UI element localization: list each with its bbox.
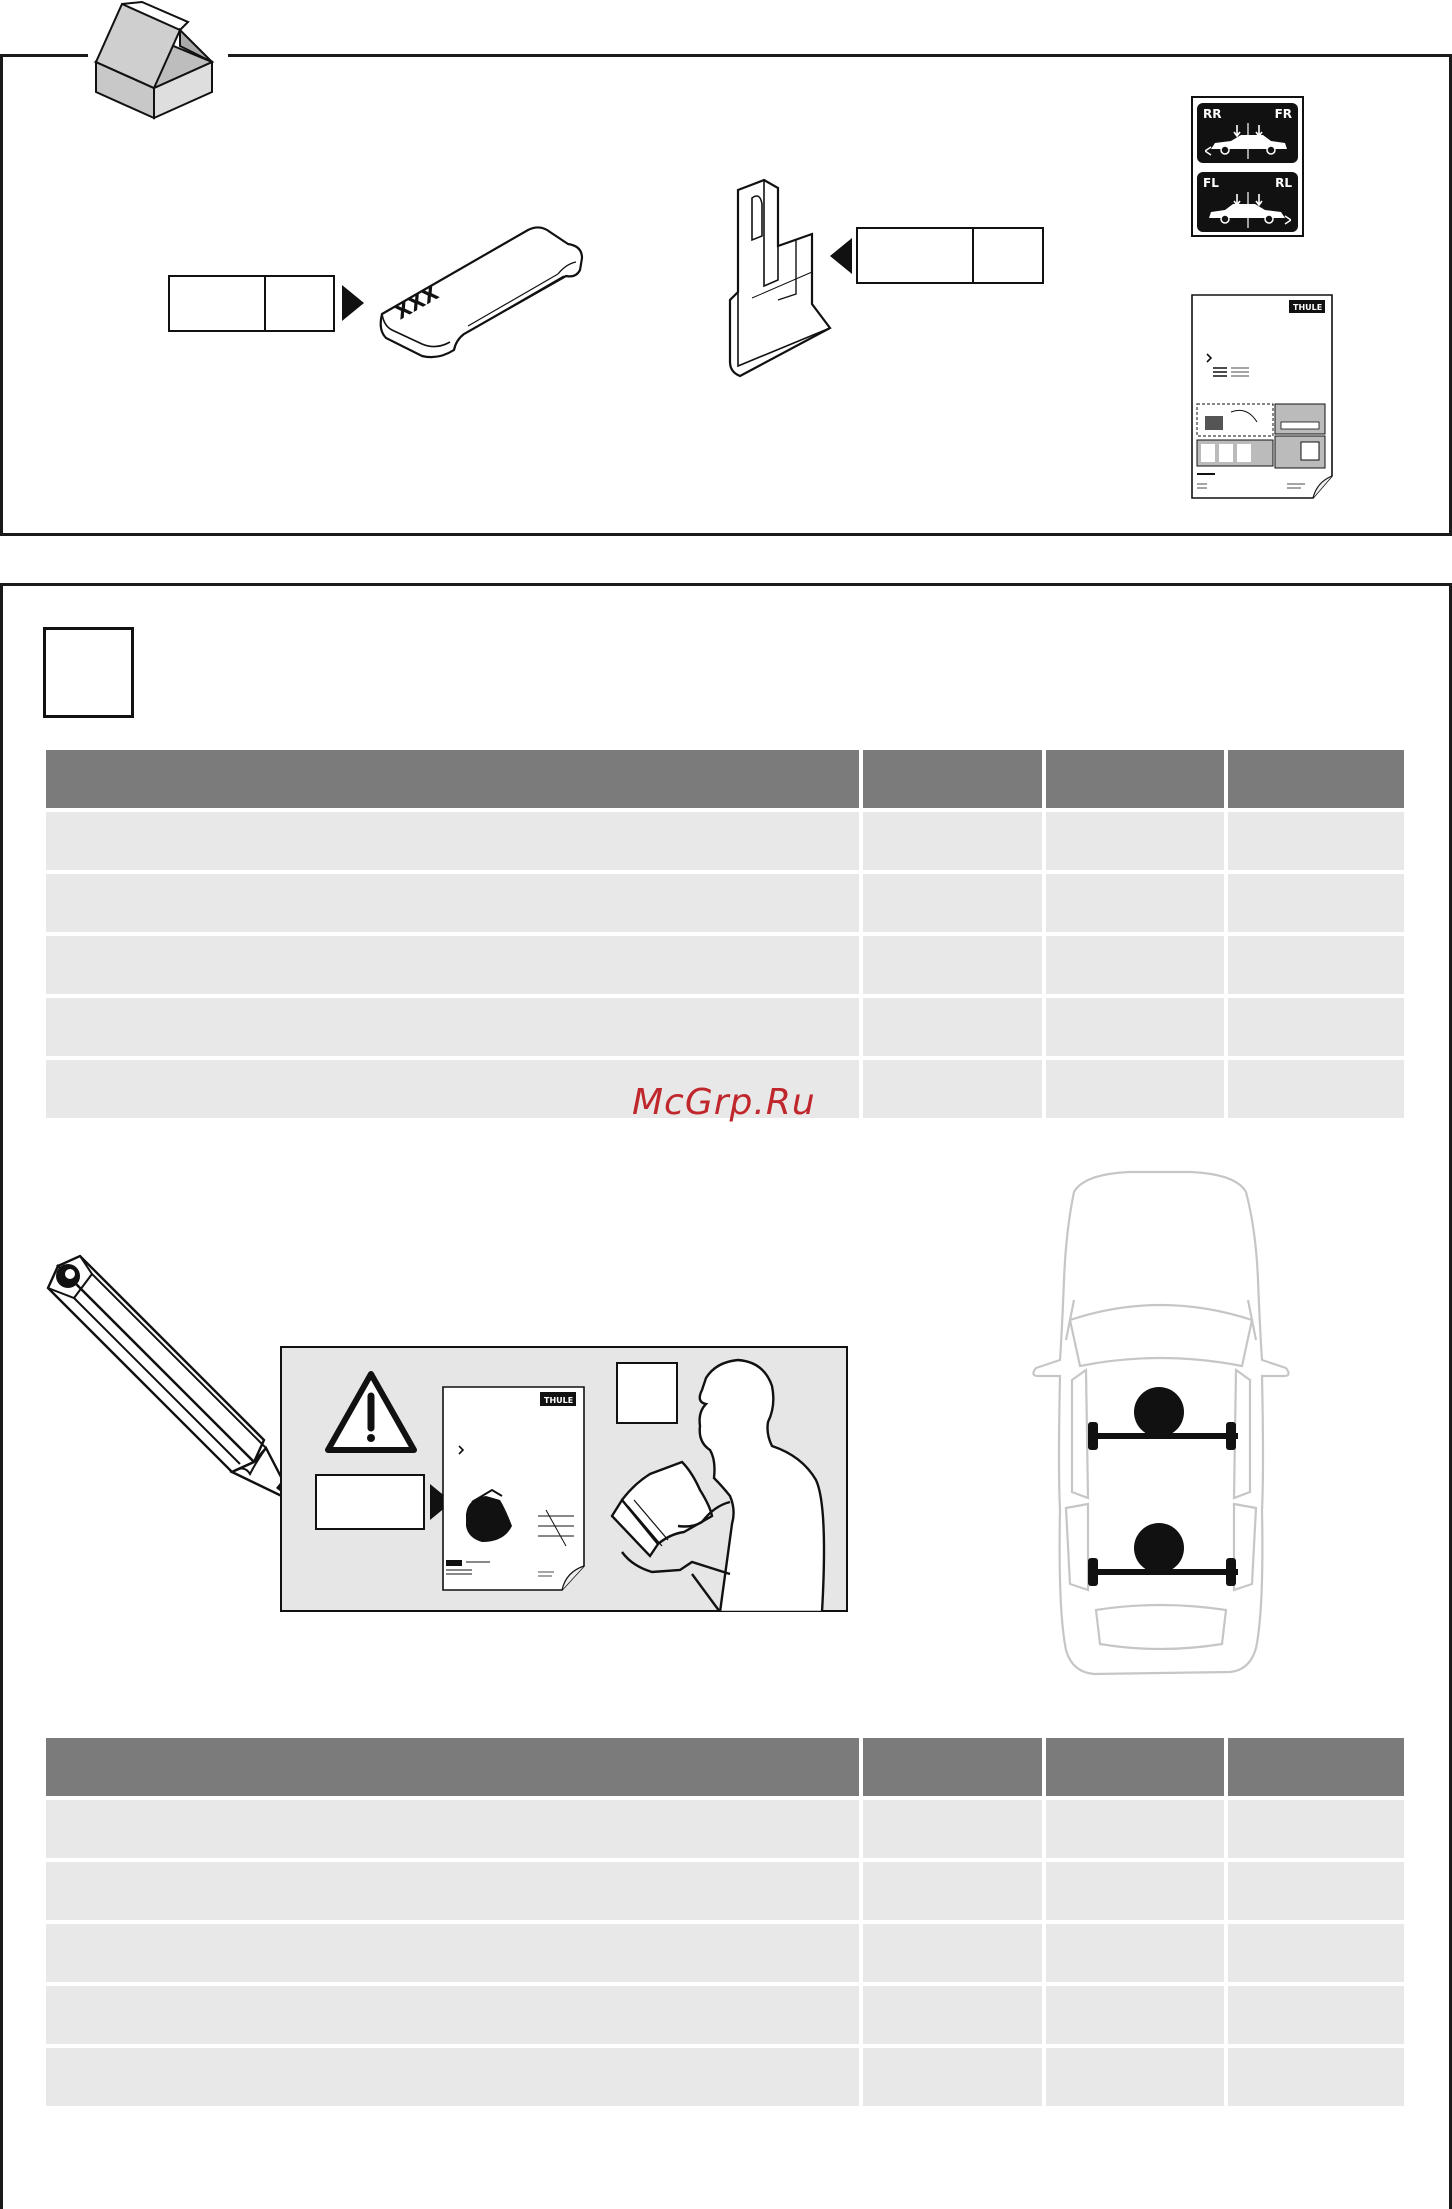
table-cell	[1228, 936, 1404, 994]
sticker-top	[1197, 103, 1298, 163]
table-cell	[1228, 874, 1404, 932]
table-cell	[46, 1800, 859, 1858]
table-cell	[1046, 936, 1224, 994]
sticker-top-right-label: FR	[1274, 107, 1292, 121]
table-cell	[46, 936, 859, 994]
table-row	[46, 998, 1404, 1056]
header-cell	[1046, 750, 1224, 808]
car-side-icon	[1205, 192, 1291, 228]
table-cell	[863, 936, 1042, 994]
bracket-icon	[724, 176, 836, 380]
table-cell	[46, 812, 859, 870]
table-row	[46, 1862, 1404, 1920]
table-cell	[1046, 2048, 1224, 2106]
sticker-top-left-label: RR	[1203, 107, 1222, 121]
header-cell	[1228, 1738, 1404, 1796]
table-cell	[1228, 812, 1404, 870]
part-label-left	[168, 275, 335, 332]
header-cell	[863, 1738, 1042, 1796]
step-box	[43, 627, 134, 718]
car-top-view-icon	[1030, 1170, 1292, 1680]
table-cell	[46, 1924, 859, 1982]
table-cell	[863, 1060, 1042, 1118]
table-header	[46, 750, 1404, 808]
table-cell	[863, 1986, 1042, 2044]
table-cell	[46, 1986, 859, 2044]
header-cell	[1228, 750, 1404, 808]
manual-logo: THULE	[544, 1396, 574, 1405]
table-cell	[46, 2048, 859, 2106]
pencil-icon	[44, 1252, 304, 1508]
table-cell	[863, 1862, 1042, 1920]
table-cell	[863, 812, 1042, 870]
part-label-right	[856, 227, 1044, 284]
illustration-label	[315, 1474, 425, 1530]
table-cell	[46, 874, 859, 932]
sticker-bottom-right-label: RL	[1275, 176, 1292, 190]
header-cell	[46, 750, 859, 808]
table-cell	[863, 1924, 1042, 1982]
front-axle	[1088, 1387, 1238, 1450]
arrow-right-icon	[342, 285, 364, 321]
table-cell	[1228, 1862, 1404, 1920]
table-cell	[1228, 1924, 1404, 1982]
table-row	[46, 1800, 1404, 1858]
table-cell	[1228, 1060, 1404, 1118]
table-cell	[1046, 1924, 1224, 1982]
table-cell	[863, 874, 1042, 932]
arrow-left-icon	[830, 238, 852, 274]
table-row	[46, 812, 1404, 870]
table-cell	[1228, 998, 1404, 1056]
foot-pad-text: XXX	[390, 280, 443, 325]
instruction-manual-icon	[442, 1386, 586, 1592]
watermark: McGrp.Ru	[632, 1082, 816, 1123]
table-header	[46, 1738, 1404, 1796]
table-cell	[1046, 1800, 1224, 1858]
table-cell	[863, 1800, 1042, 1858]
table-row	[46, 936, 1404, 994]
table-row	[46, 2048, 1404, 2106]
package-box-icon	[88, 0, 228, 122]
table-cell	[1228, 1800, 1404, 1858]
instruction-manual-icon	[1191, 294, 1334, 500]
table-row	[46, 1924, 1404, 1982]
table-cell	[46, 1862, 859, 1920]
table-row	[46, 874, 1404, 932]
table-row	[46, 1986, 1404, 2044]
table-cell	[1046, 1986, 1224, 2044]
table-cell	[46, 998, 859, 1056]
table-cell	[1228, 2048, 1404, 2106]
warning-triangle-icon	[324, 1370, 418, 1454]
header-cell	[863, 750, 1042, 808]
table-cell	[1046, 1060, 1224, 1118]
foot-pad-icon	[378, 222, 588, 362]
vehicle-table-top	[46, 750, 1404, 1122]
sticker-bottom	[1197, 172, 1298, 232]
table-cell	[863, 2048, 1042, 2106]
table-cell	[1228, 1986, 1404, 2044]
header-cell	[46, 1738, 859, 1796]
header-cell	[1046, 1738, 1224, 1796]
vehicle-table-bottom	[46, 1738, 1404, 2110]
person-reading-manual-icon	[592, 1356, 846, 1612]
table-cell	[1046, 874, 1224, 932]
manual-logo: THULE	[1293, 303, 1323, 312]
table-cell	[863, 998, 1042, 1056]
position-sticker-sheet	[1191, 96, 1304, 237]
table-cell	[1046, 1862, 1224, 1920]
table-cell	[1046, 812, 1224, 870]
car-side-icon	[1205, 123, 1291, 159]
rear-axle	[1088, 1523, 1238, 1586]
table-cell	[1046, 998, 1224, 1056]
sticker-bottom-left-label: FL	[1203, 176, 1219, 190]
